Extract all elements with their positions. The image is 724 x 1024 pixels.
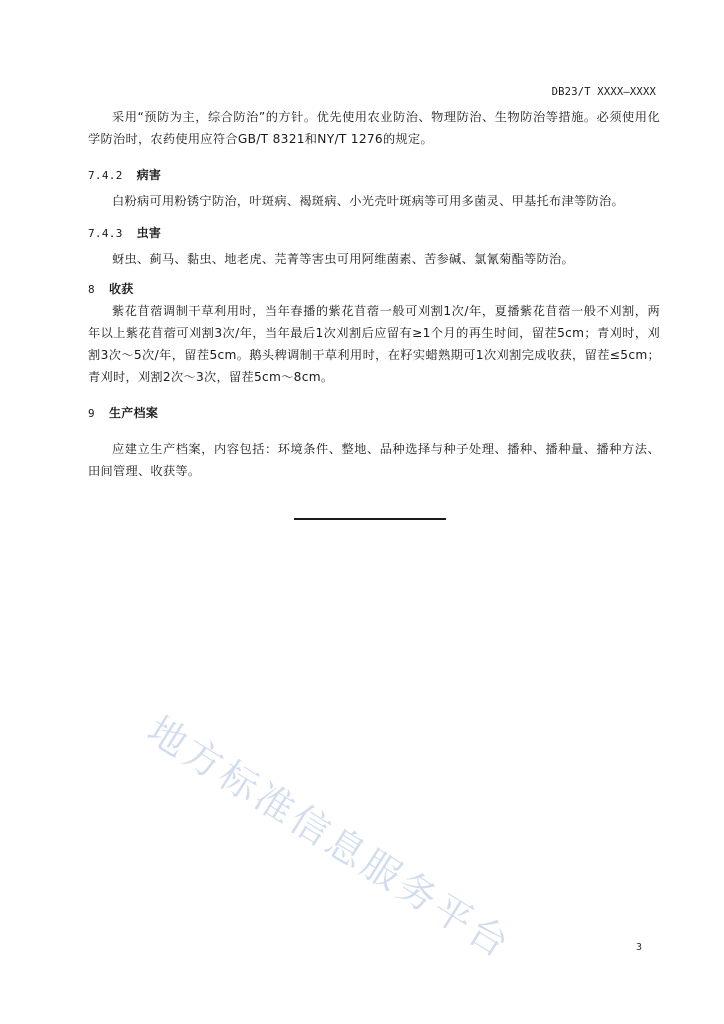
pest-paragraph: 蚜虫、蓟马、黏虫、地老虎、芫菁等害虫可用阿维菌素、苦参碱、氯氰菊酯等防治。 xyxy=(112,252,575,266)
records-paragraph: 应建立生产档案，内容包括：环境条件、整地、品种选择与种子处理、播种、播种量、播种方法、田间管理、收获等。 xyxy=(88,442,660,478)
section-number: 9 xyxy=(88,407,95,420)
watermark: 地方标准信息服务平台 xyxy=(139,707,520,968)
end-rule xyxy=(294,518,446,520)
intro-paragraph: 采用“预防为主，综合防治”的方针。优先使用农业防治、物理防治、生物防治等措施。必须使用化学防治时，农药使用应符合GB/T 8321和NY/T 1276的规定。 xyxy=(88,110,660,146)
section-number: 7.4.3 xyxy=(88,227,123,240)
section-title: 生产档案 xyxy=(108,406,159,420)
section-heading-9 xyxy=(88,404,158,421)
section-title: 虫害 xyxy=(136,226,162,240)
disease-paragraph: 白粉病可用粉锈宁防治，叶斑病、褐斑病、小光壳叶斑病等可用多菌灵、甲基托布津等防治。 xyxy=(112,194,624,208)
section-number: 7.4.2 xyxy=(88,169,123,182)
section-title: 病害 xyxy=(136,168,162,182)
section-heading-7-4-3 xyxy=(88,224,161,241)
section-heading-8 xyxy=(88,280,134,297)
page-header: DB23/T XXXX—XXXX xyxy=(551,86,656,98)
harvest-paragraph: 紫花苜蓿调制干草利用时，当年春播的紫花苜蓿一般可刈割1次/年，夏播紫花苜蓿一般不刈割，两年以上紫花苜蓿可刈割3次/年，当年最后1次刈割后应留有≥1个月的再生时间，留茬5cm；青刈时，刈割3次～5次/年，留茬5cm。鹅头稗调制干草利用时，在籽实蜡熟期可1次刈割完成收获，留茬≤5cm；青刈时，刈割2次～3次，留茬5cm～8cm。 xyxy=(88,304,660,384)
section-number: 8 xyxy=(88,283,95,296)
section-heading-7-4-2 xyxy=(88,166,161,183)
section-title: 收获 xyxy=(108,282,134,296)
page-number: 3 xyxy=(635,942,642,953)
